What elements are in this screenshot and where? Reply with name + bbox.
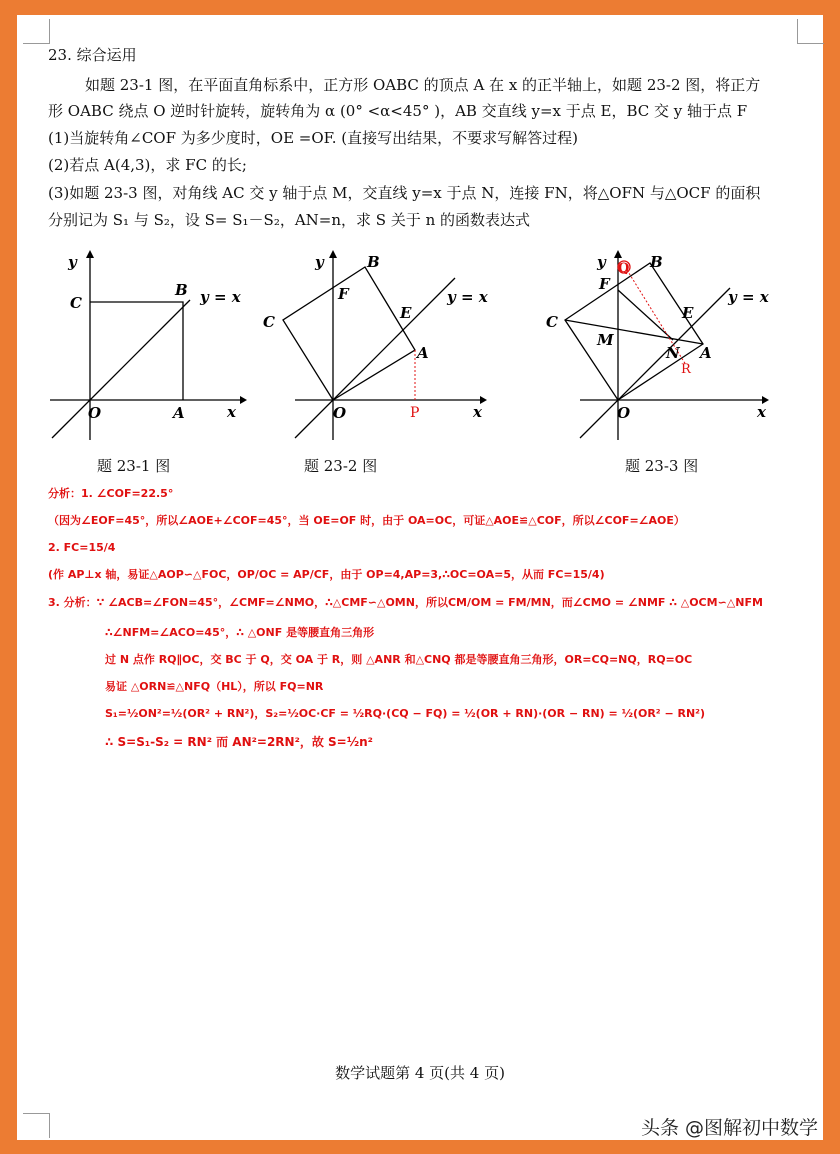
caption-23-3: 题 23-3 图 (625, 457, 699, 475)
fig3-label-R: R (681, 362, 691, 377)
fig2-label-y: y (315, 253, 324, 271)
fig2-label-line: y = x (447, 288, 488, 306)
fig1-label-B: B (175, 281, 188, 299)
fig2-label-E: E (400, 304, 412, 322)
fig3-label-Q: Q (618, 261, 630, 276)
watermark: 头条 @图解初中数学 (640, 1117, 818, 1139)
fig3-label-B: B (650, 253, 663, 271)
figure-23-2 (263, 245, 500, 445)
analysis-3-line2: ∴∠NFM=∠ACO=45°，∴ △ONF 是等腰直角三角形 (105, 626, 375, 639)
fig2-label-B: B (367, 253, 380, 271)
analysis-2-reason: (作 AP⊥x 轴，易证△AOP∽△FOC，OP/OC = AP/CF，由于 OP=4,AP=3,∴OC=OA=5，从而 FC=15/4) (48, 568, 605, 581)
fig2-label-A: A (417, 344, 429, 362)
question-2: (2)若点 A(4,3)，求 FC 的长; (48, 156, 247, 174)
caption-23-2: 题 23-2 图 (304, 457, 378, 475)
fig1-label-x: x (227, 403, 236, 421)
analysis-3-line4: 易证 △ORN≌△NFQ（HL），所以 FQ=NR (105, 680, 324, 693)
fig3-label-M: M (597, 331, 614, 349)
analysis-3-line6: ∴ S=S₁-S₂ = RN² 而 AN²=2RN²，故 S=½n² (105, 735, 373, 749)
fig1-label-C: C (70, 294, 82, 312)
analysis-3-line3: 过 N 点作 RQ∥OC，交 BC 于 Q，交 OA 于 R，则 △ANR 和△CNQ 都是等腰直角三角形，OR=CQ=NQ，RQ=OC (105, 653, 693, 666)
question-3-line1: (3)如题 23-3 图，对角线 AC 交 y 轴于点 M，交直线 y=x 于点 N，连接 FN，将△OFN 与△OCF 的面积 (48, 184, 761, 202)
crop-mark-top-left (23, 19, 50, 44)
fig3-label-x: x (757, 403, 766, 421)
problem-paragraph-line1: 如题 23-1 图，在平面直角标系中，正方形 OABC 的顶点 A 在 x 的正半轴上，如题 23-2 图，将正方 (85, 76, 761, 94)
fig3-label-C: C (546, 313, 558, 331)
fig1-label-y: y (68, 253, 77, 271)
fig3-label-A: A (700, 344, 712, 362)
analysis-3-line5: S₁=½ON²=½(OR² + RN²)，S₂=½OC·CF = ½RQ·(CQ − FQ) = ½(OR + RN)·(OR − RN) = ½(OR² − RN²) (105, 707, 706, 720)
fig1-label-line: y = x (200, 288, 241, 306)
crop-mark-top-right (797, 19, 824, 44)
fig1-label-O: O (88, 404, 102, 422)
page-footer: 数学试题第 4 页(共 4 页) (335, 1064, 505, 1082)
problem-number: 23. 综合运用 (48, 46, 137, 64)
fig1-label-A: A (173, 404, 185, 422)
caption-23-1: 题 23-1 图 (97, 457, 171, 475)
analysis-2: 2. FC=15/4 (48, 541, 116, 554)
fig2-label-C: C (263, 313, 275, 331)
fig3-label-F: F (599, 275, 610, 293)
fig3-label-O: O (617, 404, 631, 422)
problem-paragraph-line2: 形 OABC 绕点 O 逆时针旋转，旋转角为 α (0° <α<45° )，AB 交直线 y=x 于点 E，BC 交 y 轴于点 F (48, 102, 748, 120)
fig3-label-E: E (682, 304, 694, 322)
figure-23-1 (40, 245, 250, 445)
question-3-line2: 分别记为 S₁ 与 S₂，设 S= S₁－S₂，AN=n，求 S 关于 n 的函数表达式 (48, 211, 531, 229)
fig3-label-line: y = x (728, 288, 769, 306)
analysis-1: 分析：1. ∠COF=22.5° (48, 487, 174, 500)
question-1: (1)当旋转角∠COF 为多少度时，OE =OF. (直接写出结果，不要求写解答过程) (48, 129, 578, 147)
fig3-label-y: y (597, 253, 606, 271)
fig2-label-F: F (338, 285, 349, 303)
figure-23-3 (540, 245, 780, 445)
fig2-label-P: P (410, 405, 420, 421)
fig3-label-N: N (666, 344, 680, 362)
analysis-3: 3. 分析：∵ ∠ACB=∠FON=45°，∠CMF=∠NMO，∴△CMF∽△OMN，所以CM/OM = FM/MN，而∠CMO = ∠NMF ∴ △OCM∽△NFM (48, 596, 763, 609)
crop-mark-bottom-left (23, 1113, 50, 1138)
fig2-label-x: x (473, 403, 482, 421)
fig2-label-O: O (333, 404, 347, 422)
analysis-1-reason: （因为∠EOF=45°，所以∠AOE+∠COF=45°，当 OE=OF 时，由于 OA=OC，可证△AOE≌△COF，所以∠COF=∠AOE） (48, 514, 685, 527)
